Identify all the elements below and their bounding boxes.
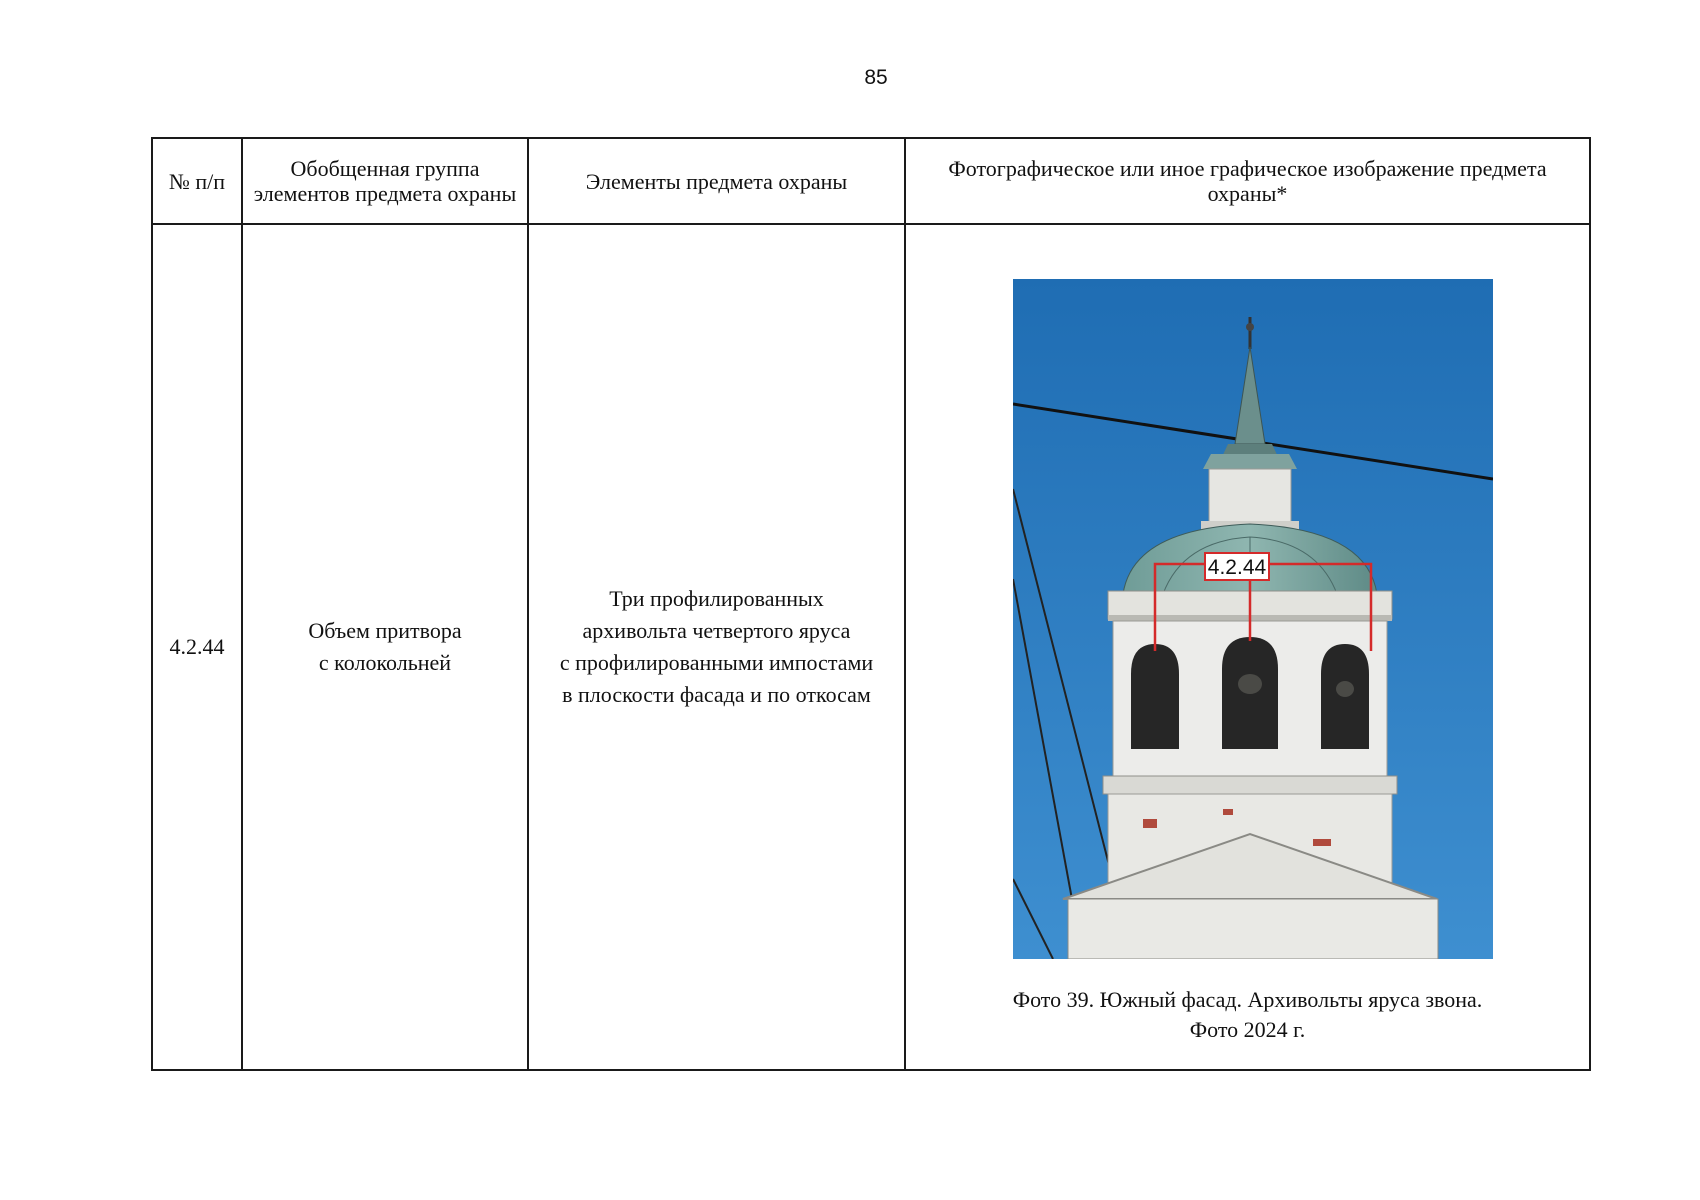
paint-loss (1223, 809, 1233, 815)
lantern (1209, 469, 1291, 524)
header-number: № п/п (152, 138, 242, 224)
row-elements-line: архивольта четвертого яруса (582, 618, 851, 643)
photo-caption-line: Фото 2024 г. (1189, 1017, 1306, 1042)
row-group-line: Объем притвора (308, 618, 462, 643)
page-number: 85 (864, 66, 888, 89)
row-elements-line: Три профилированных (609, 586, 824, 611)
row-image-cell (905, 224, 1590, 1070)
bell-tower-photo (1013, 279, 1493, 959)
header-image: Фотографическое или иное графическое изображение предмета охраны* (905, 138, 1590, 224)
tier-cornice (1103, 776, 1397, 794)
row-elements-line: с профилированными импостами (559, 650, 874, 675)
arch-opening-left (1131, 644, 1179, 749)
spire-ball (1246, 323, 1254, 331)
protection-table (151, 137, 1591, 1071)
photo-caption-line: Фото 39. Южный фасад. Архивольты яруса звона. (1012, 987, 1483, 1012)
table-header-row (152, 138, 1590, 224)
row-elements (528, 224, 905, 1070)
bell (1238, 674, 1262, 694)
header-group: Обобщенная группа элементов предмета охраны (242, 138, 528, 224)
photo-caption (906, 985, 1589, 1045)
photo-label: 4.2.44 (1207, 556, 1267, 579)
bell (1336, 681, 1354, 697)
table-row (152, 224, 1590, 1070)
paint-loss (1143, 819, 1157, 828)
row-number: 4.2.44 (152, 224, 242, 1070)
row-group (242, 224, 528, 1070)
paint-loss (1313, 839, 1331, 846)
facade-wall (1068, 899, 1438, 959)
row-group-line: с колокольней (318, 650, 452, 675)
row-elements-line: в плоскости фасада и по откосам (562, 682, 871, 707)
lantern-roof (1203, 454, 1297, 469)
header-elements: Элементы предмета охраны (528, 138, 905, 224)
